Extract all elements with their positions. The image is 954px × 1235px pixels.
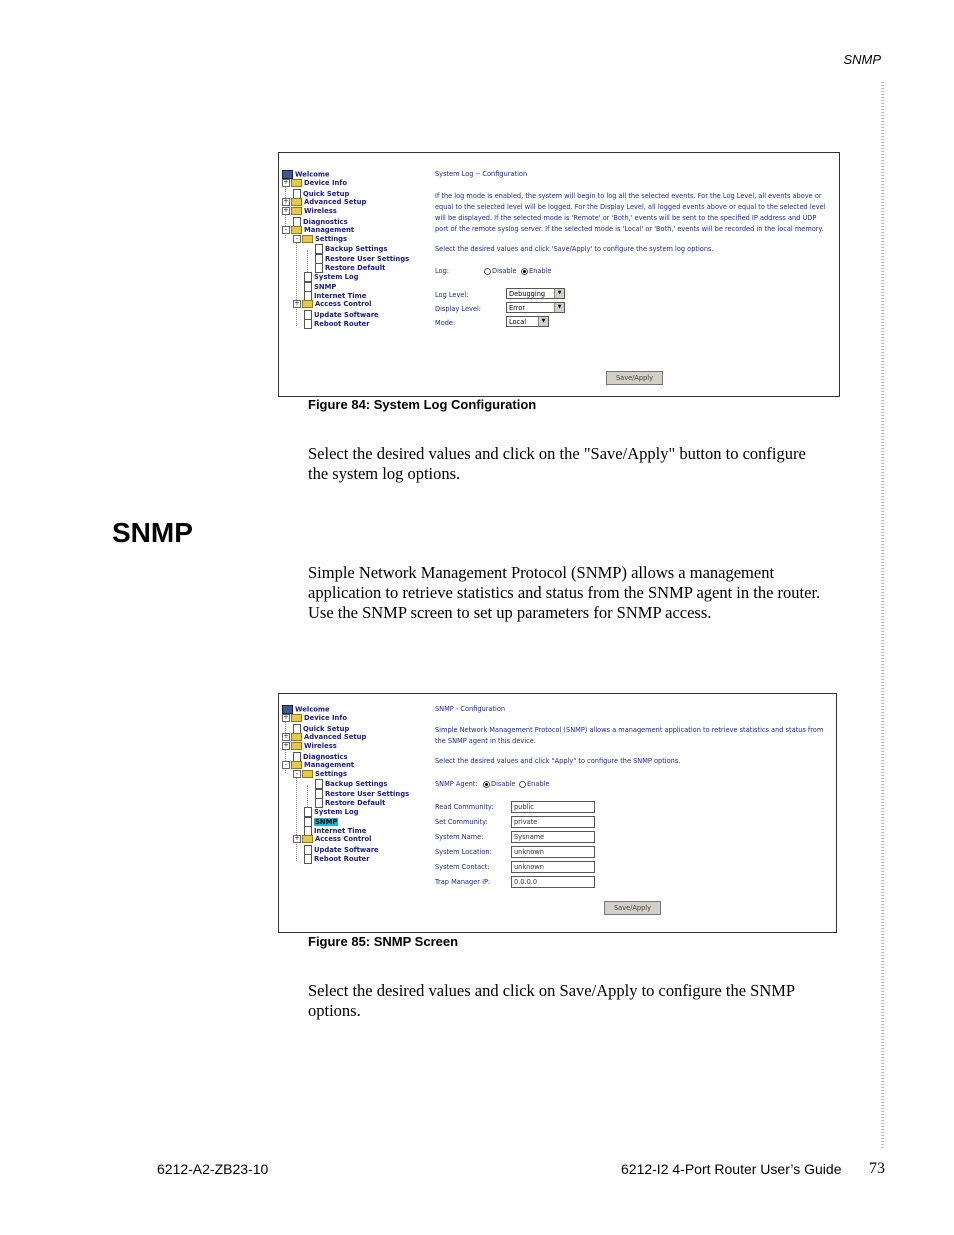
tree-item-backup-settings[interactable]: Backup Settings [315,779,387,788]
open-folder-icon [302,770,313,778]
panel-desc-line: the SNMP agent in this device. [435,737,536,745]
tree-item-restore-user-settings[interactable]: Restore User Settings [315,789,409,798]
system-name-input[interactable]: Sysname [511,831,595,843]
folder-icon [302,835,313,843]
panel-instruction: Select the desired values and click 'Save/Apply' to configure the system log options. [435,245,714,253]
read-community-input[interactable]: public [511,801,595,813]
open-folder-icon [291,761,302,769]
system-contact-label: System Contact: [435,863,490,871]
page-icon [304,319,312,329]
mode-label: Mode: [435,319,456,327]
log-disable-radio[interactable]: Disable [482,267,516,275]
folder-icon [291,198,302,206]
chevron-down-icon: ▼ [554,289,564,298]
log-enable-radio[interactable]: Enable [519,267,551,275]
display-level-label: Display Level: [435,305,482,313]
tree-item-welcome[interactable]: Welcome [282,170,330,179]
agent-enable-radio[interactable]: Enable [517,780,549,788]
panel-desc-line: equal to the selected level will be logged. For the Display Level, all logged events above or equal to the selected level [435,203,826,211]
tree-item-device-info[interactable]: + Device Info [283,179,348,188]
folder-icon [291,714,302,722]
expand-icon: + [283,197,289,205]
mode-select[interactable]: Local ▼ [506,316,549,327]
expand-icon: + [283,207,289,215]
system-name-label: System Name: [435,833,484,841]
collapse-icon: - [293,235,301,243]
display-level-select[interactable]: Error ▼ [506,302,565,313]
tree-item-device-info[interactable]: + Device Info [283,714,348,723]
system-contact-input[interactable]: unknown [511,861,595,873]
tree-item-management[interactable]: - Management [282,761,354,770]
tree-item-backup-settings[interactable]: Backup Settings [315,244,387,253]
config-panel [435,170,835,390]
tree-item-snmp[interactable]: SNMP [304,282,336,291]
figure-85-screenshot [278,693,837,933]
set-community-input[interactable]: private [511,816,595,828]
panel-desc-line: Simple Network Management Protocol (SNMP) allows a management application to retrieve statistics and status from [435,726,824,734]
tree-item-management[interactable]: - Management [282,226,354,235]
tree-item-wireless[interactable]: + Wireless [283,207,337,216]
tree-item-update-software[interactable]: Update Software [304,845,379,854]
open-folder-icon [291,226,302,234]
agent-disable-radio[interactable]: Disable [481,780,515,788]
folder-icon [291,179,302,187]
expand-icon: + [294,835,300,843]
tree-item-reboot-router[interactable]: Reboot Router [304,854,370,863]
radio-off-icon [484,268,491,275]
folder-icon [291,742,302,750]
expand-icon: + [283,742,289,750]
tree-item-quick-setup[interactable]: Quick Setup [293,189,349,198]
trap-manager-input[interactable]: 0.0.0.0 [511,876,595,888]
footer-guide-title: 6212-I2 4-Port Router User’s Guide [621,1161,842,1177]
panel-desc-line: port of the remote syslog server. If the selected mode is 'Local' or 'Both,' events will be recorded in the local memory. [435,225,824,233]
tree-item-system-log[interactable]: System Log [304,807,359,816]
save-apply-button[interactable]: Save/Apply [604,901,661,915]
radio-off-icon [519,781,526,788]
config-panel [435,705,832,927]
read-community-label: Read Community: [435,803,494,811]
tree-item-diagnostics[interactable]: Diagnostics [293,752,348,761]
collapse-icon: - [282,761,290,769]
expand-icon: + [283,179,289,187]
collapse-icon: - [293,770,301,778]
folder-icon [291,733,302,741]
folder-icon [302,300,313,308]
system-location-label: System Location: [435,848,492,856]
panel-title: System Log -- Configuration [435,170,528,178]
set-community-label: Set Community: [435,818,488,826]
tree-item-wireless[interactable]: + Wireless [283,742,337,751]
expand-icon: + [294,300,300,308]
panel-instruction: Select the desired values and click "Apply" to configure the SNMP options. [435,757,681,765]
collapse-icon: - [282,226,290,234]
margin-rule [881,82,884,1148]
tree-item-restore-user-settings[interactable]: Restore User Settings [315,254,409,263]
tree-item-settings[interactable]: - Settings [293,770,347,779]
panel-desc-line: If the log mode is enabled, the system will begin to log all the selected events. For the Log Level, all events above or [435,192,822,200]
tree-item-snmp[interactable]: SNMP [304,817,338,826]
footer-doc-id: 6212-A2-ZB23-10 [157,1161,269,1177]
tree-item-internet-time[interactable]: Internet Time [304,826,366,835]
chevron-down-icon: ▼ [554,303,564,312]
tree-item-access-control[interactable]: + Access Control [294,300,372,309]
log-level-label: Log Level: [435,291,469,299]
figure-caption: Figure 84: System Log Configuration [308,397,537,412]
tree-item-update-software[interactable]: Update Software [304,310,379,319]
expand-icon: + [283,714,289,722]
figure-caption: Figure 85: SNMP Screen [308,934,459,949]
tree-item-advanced-setup[interactable]: + Advanced Setup [283,732,367,741]
radio-on-icon [521,268,528,275]
expand-icon: + [283,732,289,740]
running-header: SNMP [843,52,881,67]
body-paragraph: Select the desired values and click on the "Save/Apply" button to configure the system log options. [308,444,806,483]
section-heading: SNMP [112,517,193,548]
tree-item-reboot-router[interactable]: Reboot Router [304,319,370,328]
panel-title: SNMP - Configuration [435,705,506,713]
tree-item-settings[interactable]: - Settings [293,235,347,244]
radio-on-icon [483,781,490,788]
tree-item-restore-default[interactable]: Restore Default [315,798,385,807]
tree-item-welcome[interactable]: Welcome [282,705,330,714]
trap-manager-label: Trap Manager IP: [435,878,491,886]
tree-item-diagnostics[interactable]: Diagnostics [293,217,348,226]
snmp-agent-label: SNMP Agent: [435,780,478,788]
system-location-input[interactable]: unknown [511,846,595,858]
body-paragraph: Simple Network Management Protocol (SNMP) allows a management application to retrieve statistics and status from the SNMP agent in the router. Use the SNMP screen to set up parameters for SNMP access. [308,563,821,622]
page-number: 73 [869,1160,885,1177]
monitor-icon [282,170,293,179]
figure-84-screenshot [278,152,840,397]
panel-desc-line: will be displayed. If the selected mode is 'Remote' or 'Both,' events will be sent to the specified IP address and UDP [435,214,817,222]
monitor-icon [282,705,293,714]
page-icon [304,854,312,864]
tree-item-access-control[interactable]: + Access Control [294,835,372,844]
folder-icon [291,207,302,215]
log-level-select[interactable]: Debugging ▼ [506,288,565,299]
tree-item-quick-setup[interactable]: Quick Setup [293,724,349,733]
log-label: Log: [435,267,449,275]
open-folder-icon [302,235,313,243]
save-apply-button[interactable]: Save/Apply [606,371,663,385]
chevron-down-icon: ▼ [538,317,548,326]
tree-item-internet-time[interactable]: Internet Time [304,291,366,300]
tree-item-restore-default[interactable]: Restore Default [315,263,385,272]
body-paragraph: Select the desired values and click on Save/Apply to configure the SNMP options. [308,981,796,1020]
tree-item-advanced-setup[interactable]: + Advanced Setup [283,197,367,206]
tree-item-system-log[interactable]: System Log [304,272,359,281]
